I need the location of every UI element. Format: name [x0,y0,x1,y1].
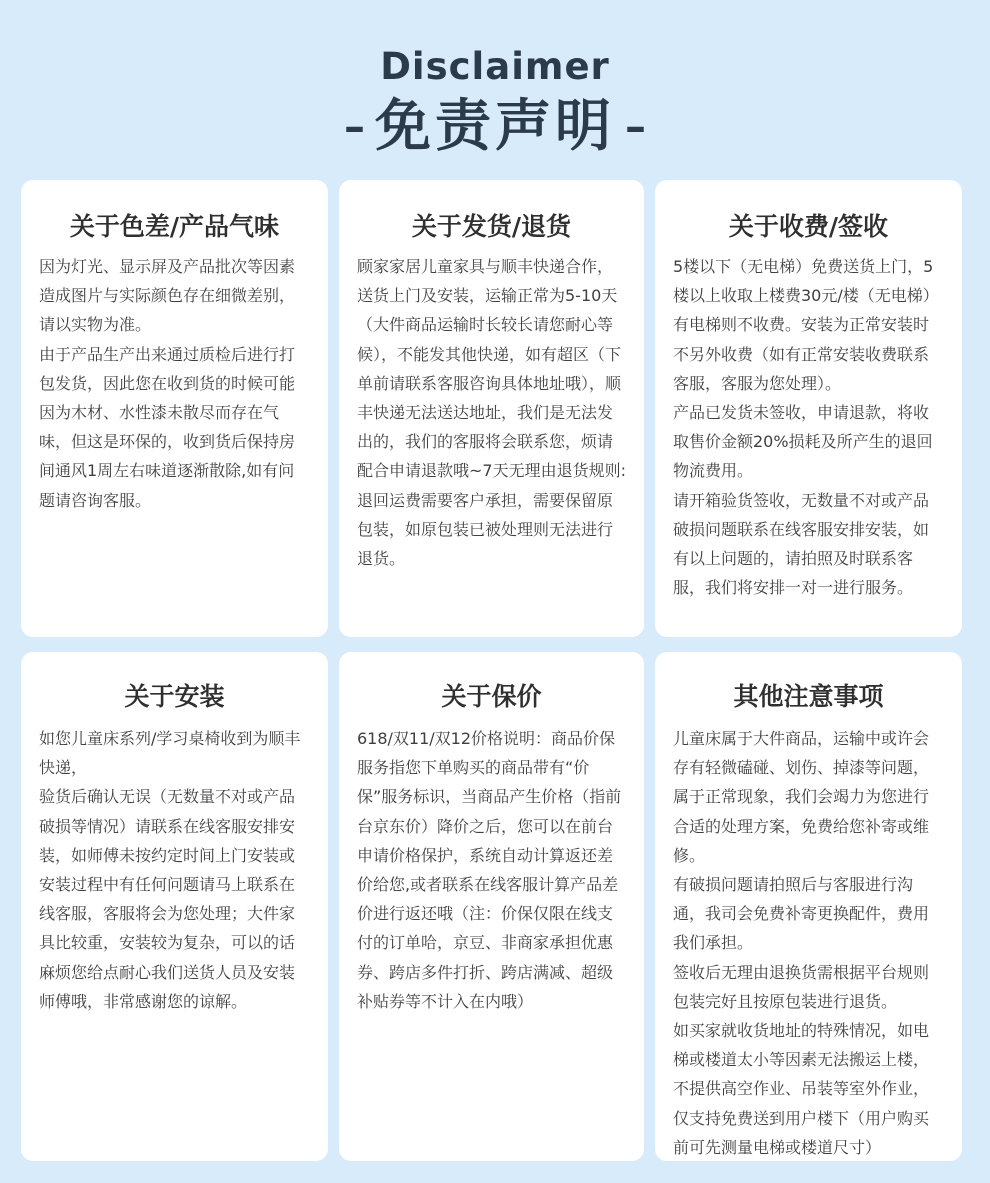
title-english: Disclaimer [380,45,610,88]
title-chinese: 免责声明 [375,94,615,159]
card-paragraph: 618/双11/双12价格说明：商品价保服务指您下单购买的商品带有“价保”服务标识，当商品产生价格（指前台京东价）降价之后，您可以在前台申请价格保护，系统自动计算返还差价给您,或者联系在线客服计算产品差价进行返还哦（注：价保仅限在线支付的订单哈，京豆、非商家承担优惠券、跨店多件打折、跨店满减、超级补贴券等不计入在内哦） [357,729,622,1011]
card-title: 关于保价 [441,682,542,711]
card-paragraph: 产品已发货未签收，申请退款，将收取售价金额20%损耗及所产生的退回物流费用。 [673,403,933,481]
card-paragraph: 签收后无理由退换货需根据平台规则包装完好且按原包装进行退货。 [673,962,930,1011]
card-shipping-returns [339,180,644,637]
card-installation [21,652,328,1161]
title-dash-left: – [344,102,365,151]
card-paragraph: 请开箱验货签收，无数量不对或产品破损问题联系在线客服安排安装，如有以上问题的，请拍照及时联系客服，我们将安排一对一进行服务。 [673,490,930,598]
title-dash-right: – [625,102,646,151]
card-title: 关于收费/签收 [728,212,889,241]
card-fees-signing [655,180,962,637]
card-price-protection [339,652,644,1161]
card-paragraph: 如买家就收货地址的特殊情况，如电梯或楼道太小等因素无法搬运上楼，不提供高空作业、吊装等室外作业，仅支持免费送到用户楼下（用户购买前可先测量电梯或楼道尺寸） [673,1021,930,1157]
card-other-notes [655,652,962,1161]
card-paragraph: 顾家家居儿童家具与顺丰快递合作，送货上门及安装，运输正常为5-10天（大件商品运输时长较长请您耐心等候），不能发其他快递，如有超区（下单前请联系客服咨询具体地址哦），顺丰快递无法送达地址，我们是无法发出的，我们的客服将会联系您，烦请配合申请退款哦~7天无理由退货规则:退回运费需要客户承担，需要保留原包装，如原包装已被处理则无法进行退货。 [357,257,626,569]
page-header [0,44,990,160]
card-body [39,724,310,1016]
card-title: 关于发货/退货 [411,212,572,241]
card-paragraph: 如您儿童床系列/学习桌椅收到为顺丰快递， [39,729,301,778]
card-paragraph: 验货后确认无误（无数量不对或产品破损等情况）请联系在线客服安排安装，如师傅未按约定时间上门安装或安装过程中有任何问题请马上联系在线客服，客服将会为您处理；大件家具比较重，安装较为复杂，可以的话麻烦您给点耐心我们送货人员及安装师傅哦，非常感谢您的谅解。 [39,787,296,1011]
title-chinese-row [0,94,990,160]
card-paragraph: 儿童床属于大件商品，运输中或许会存有轻微磕碰、划伤、掉漆等问题，属于正常现象，我们会竭力为您进行合适的处理方案，免费给您补寄或维修。 [673,729,930,865]
card-body [673,724,944,1162]
card-color-odor [21,180,328,637]
card-title: 关于安装 [124,682,225,711]
card-title: 关于色差/产品气味 [69,212,280,241]
card-paragraph: 由于产品生产出来通过质检后进行打包发货，因此您在收到货的时候可能因为木材、水性漆未散尽而存在气味，但这是环保的，收到货后保持房间通风1周左右味道逐渐散除,如有问题请咨询客服。 [39,344,296,510]
card-paragraph: 有破损问题请拍照后与客服进行沟通，我司会免费补寄更换配件，费用我们承担。 [673,875,930,953]
card-paragraph: 因为灯光、显示屏及产品批次等因素造成图片与实际颜色存在细微差别，请以实物为准。 [39,257,296,335]
card-body [673,252,944,602]
card-body [357,252,626,573]
card-paragraph: 5楼以下（无电梯）免费送货上门，5楼以上收取上楼费30元/楼（无电梯）有电梯则不收费。安装为正常安装时不另外收费（如有正常安装收费联系客服，客服为您处理）。 [673,257,939,393]
card-body [357,724,626,1016]
card-title: 其他注意事项 [733,682,884,711]
card-body [39,252,310,515]
